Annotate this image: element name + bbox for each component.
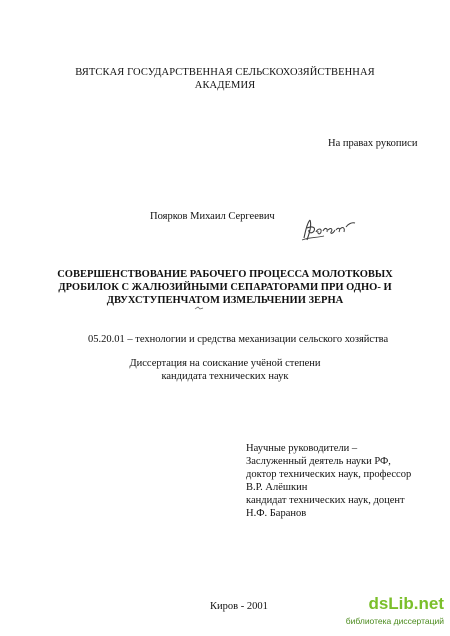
- dissertation-title: [0, 268, 450, 307]
- supervisor-1-title: Заслуженный деятель науки РФ,: [246, 456, 391, 467]
- city-and-year: Киров - 2001: [210, 601, 268, 612]
- title-line-2: ДРОБИЛОК С ЖАЛЮЗИЙНЫМИ СЕПАРАТОРАМИ ПРИ ОДНО- И: [58, 282, 392, 293]
- dslib-watermark: [345, 594, 448, 630]
- degree-statement: [0, 357, 450, 383]
- specialty-code: 05.20.01 – технологии и средства механизации сельского хозяйства: [88, 334, 389, 345]
- title-line-3: ДВУХСТУПЕНЧАТОМ ИЗМЕЛЬЧЕНИИ ЗЕРНА: [106, 295, 344, 306]
- handwritten-signature: [300, 214, 358, 244]
- manuscript-rights-note: На правах рукописи: [328, 138, 418, 149]
- supervisor-2-degree: кандидат технических наук, доцент: [246, 495, 405, 506]
- supervisors-heading: Научные руководители –: [246, 443, 358, 454]
- degree-line-1: Диссертация на соискание учёной степени: [129, 358, 321, 369]
- supervisor-2-name: Н.Ф. Баранов: [246, 508, 307, 519]
- institution-name: [0, 66, 450, 92]
- supervisor-1-name: В.Р. Алёшкин: [246, 482, 308, 493]
- supervisor-1-degree: доктор технических наук, профессор: [246, 469, 412, 480]
- institution-line-1: ВЯТСКАЯ ГОСУДАРСТВЕННАЯ СЕЛЬСКОХОЗЯЙСТВЕННАЯ: [75, 67, 375, 78]
- scientific-supervisors: [246, 442, 411, 520]
- dslib-logo: dsLib.net: [368, 594, 444, 613]
- title-line-1: СОВЕРШЕНСТВОВАНИЕ РАБОЧЕГО ПРОЦЕССА МОЛОТКОВЫХ: [57, 269, 393, 280]
- dslib-subtitle: библиотека диссертаций: [345, 616, 444, 626]
- author-name: Поярков Михаил Сергеевич: [150, 211, 275, 222]
- degree-line-2: кандидата технических наук: [161, 371, 289, 382]
- scan-speck: [194, 305, 204, 311]
- institution-line-2: АКАДЕМИЯ: [194, 80, 256, 91]
